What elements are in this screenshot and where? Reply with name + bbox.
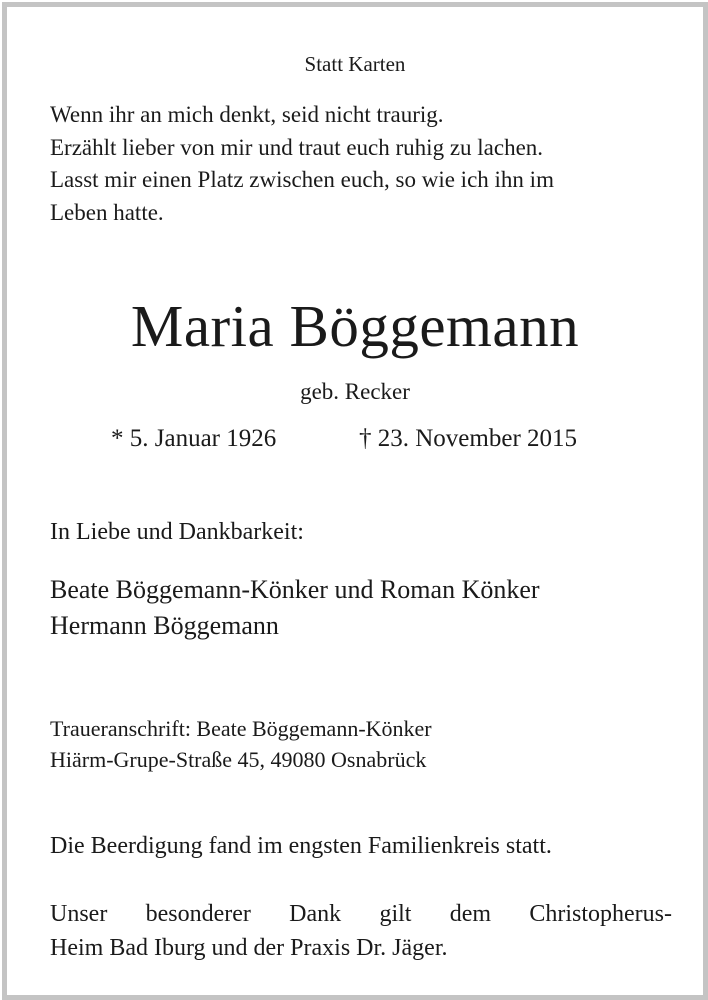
deceased-name: Maria Böggemann xyxy=(130,293,580,359)
poem-line: Leben hatte. xyxy=(50,199,164,225)
address-line: Hiärm-Grupe-Straße 45, 49080 Osnabrück xyxy=(50,747,427,772)
poem-line: Erzählt lieber von mir und traut euch ruhig zu lachen. xyxy=(50,134,544,160)
thanks-word: Christopherus- xyxy=(529,901,672,927)
birth-date: * 5. Januar 1926 xyxy=(111,425,277,452)
poem xyxy=(50,99,670,229)
mourner-name: Hermann Böggemann xyxy=(50,611,279,640)
address-line: Traueranschrift: Beate Böggemann-Könker xyxy=(50,716,432,741)
obituary-frame xyxy=(2,2,708,1000)
thanks-line: Heim Bad Iburg und der Praxis Dr. Jäger. xyxy=(50,935,448,961)
mourning-address xyxy=(50,713,432,775)
thanks-line xyxy=(50,897,672,931)
thanks-word: dem xyxy=(449,901,492,927)
thanks-word: gilt xyxy=(379,901,412,927)
mourner-name: Beate Böggemann-Könker und Roman Könker xyxy=(50,575,540,604)
thanks-notice xyxy=(50,897,672,965)
funeral-notice: Die Beerdigung fand im engsten Familienkreis statt. xyxy=(50,833,552,859)
mourners-intro: In Liebe und Dankbarkeit: xyxy=(50,519,304,545)
mourners-list xyxy=(50,572,540,644)
thanks-word: Dank xyxy=(289,901,342,927)
poem-line: Lasst mir einen Platz zwischen euch, so wie ich ihn im xyxy=(50,167,554,192)
death-date: † 23. November 2015 xyxy=(359,425,578,452)
poem-line: Wenn ihr an mich denkt, seid nicht traurig. xyxy=(50,102,444,127)
thanks-word: besonderer xyxy=(145,901,251,927)
maiden-name: geb. Recker xyxy=(300,379,410,404)
thanks-word: Unser xyxy=(50,901,108,927)
header-title: Statt Karten xyxy=(304,52,406,76)
